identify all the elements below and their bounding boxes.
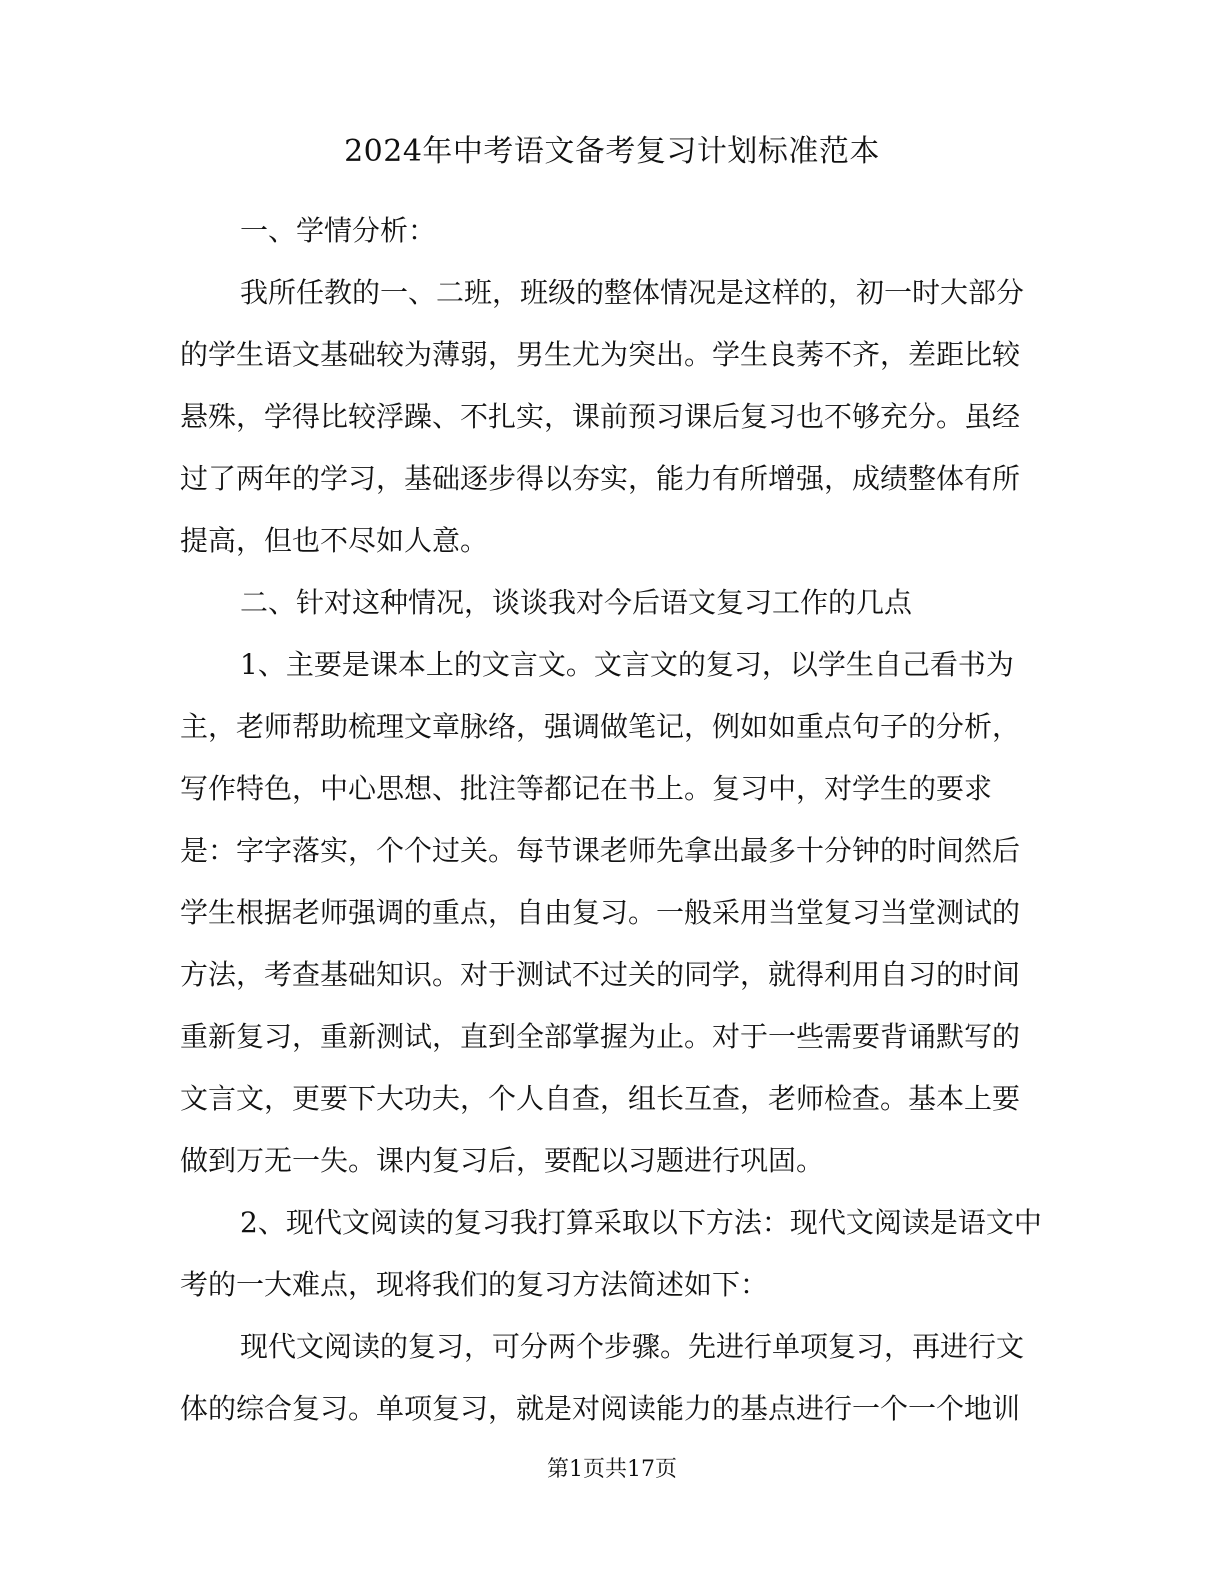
section-heading-1: 一、学情分析：	[240, 214, 437, 247]
paragraph-line: 2、现代文阅读的复习我打算采取以下方法：现代文阅读是语文中	[240, 1206, 1042, 1239]
paragraph-line: 写作特色，中心思想、批注等都记在书上。复习中，对学生的要求	[180, 772, 993, 805]
paragraph-line: 方法，考查基础知识。对于测试不过关的同学，就得利用自习的时间	[180, 958, 1021, 991]
paragraph-line: 提高，但也不尽如人意。	[180, 524, 489, 557]
paragraph-line: 学生根据老师强调的重点，自由复习。一般采用当堂复习当堂测试的	[180, 896, 1021, 929]
paragraph-line: 现代文阅读的复习，可分两个步骤。先进行单项复习，再进行文	[240, 1330, 1025, 1363]
paragraph-line: 体的综合复习。单项复习，就是对阅读能力的基点进行一个一个地训	[180, 1392, 1021, 1425]
paragraph-line: 重新复习，重新测试，直到全部掌握为止。对于一些需要背诵默写的	[180, 1020, 1021, 1053]
paragraph-line: 文言文，更要下大功夫，个人自查，组长互查，老师检查。基本上要	[180, 1082, 1021, 1115]
paragraph-line: 悬殊，学得比较浮躁、不扎实，课前预习课后复习也不够充分。虽经	[180, 400, 1021, 433]
paragraph-line: 我所任教的一、二班，班级的整体情况是这样的，初一时大部分	[240, 276, 1025, 309]
paragraph-line: 1、主要是课本上的文言文。文言文的复习，以学生自己看书为	[240, 648, 1014, 681]
paragraph-line: 的学生语文基础较为薄弱，男生尤为突出。学生良莠不齐，差距比较	[180, 338, 1021, 371]
document-title: 2024年中考语文备考复习计划标准范本	[344, 134, 880, 169]
document-body	[180, 200, 1044, 1440]
page-number-footer: 第1页共17页	[547, 1457, 677, 1482]
paragraph-line: 做到万无一失。课内复习后，要配以习题进行巩固。	[180, 1144, 825, 1177]
section-heading-2: 二、针对这种情况，谈谈我对今后语文复习工作的几点	[240, 586, 913, 619]
paragraph-line: 主，老师帮助梳理文章脉络，强调做笔记，例如如重点句子的分析，	[180, 710, 1021, 743]
paragraph-line: 过了两年的学习，基础逐步得以夯实，能力有所增强，成绩整体有所	[180, 462, 1021, 495]
paragraph-line: 考的一大难点，现将我们的复习方法简述如下：	[180, 1268, 769, 1301]
paragraph-line: 是：字字落实，个个过关。每节课老师先拿出最多十分钟的时间然后	[180, 834, 1021, 867]
